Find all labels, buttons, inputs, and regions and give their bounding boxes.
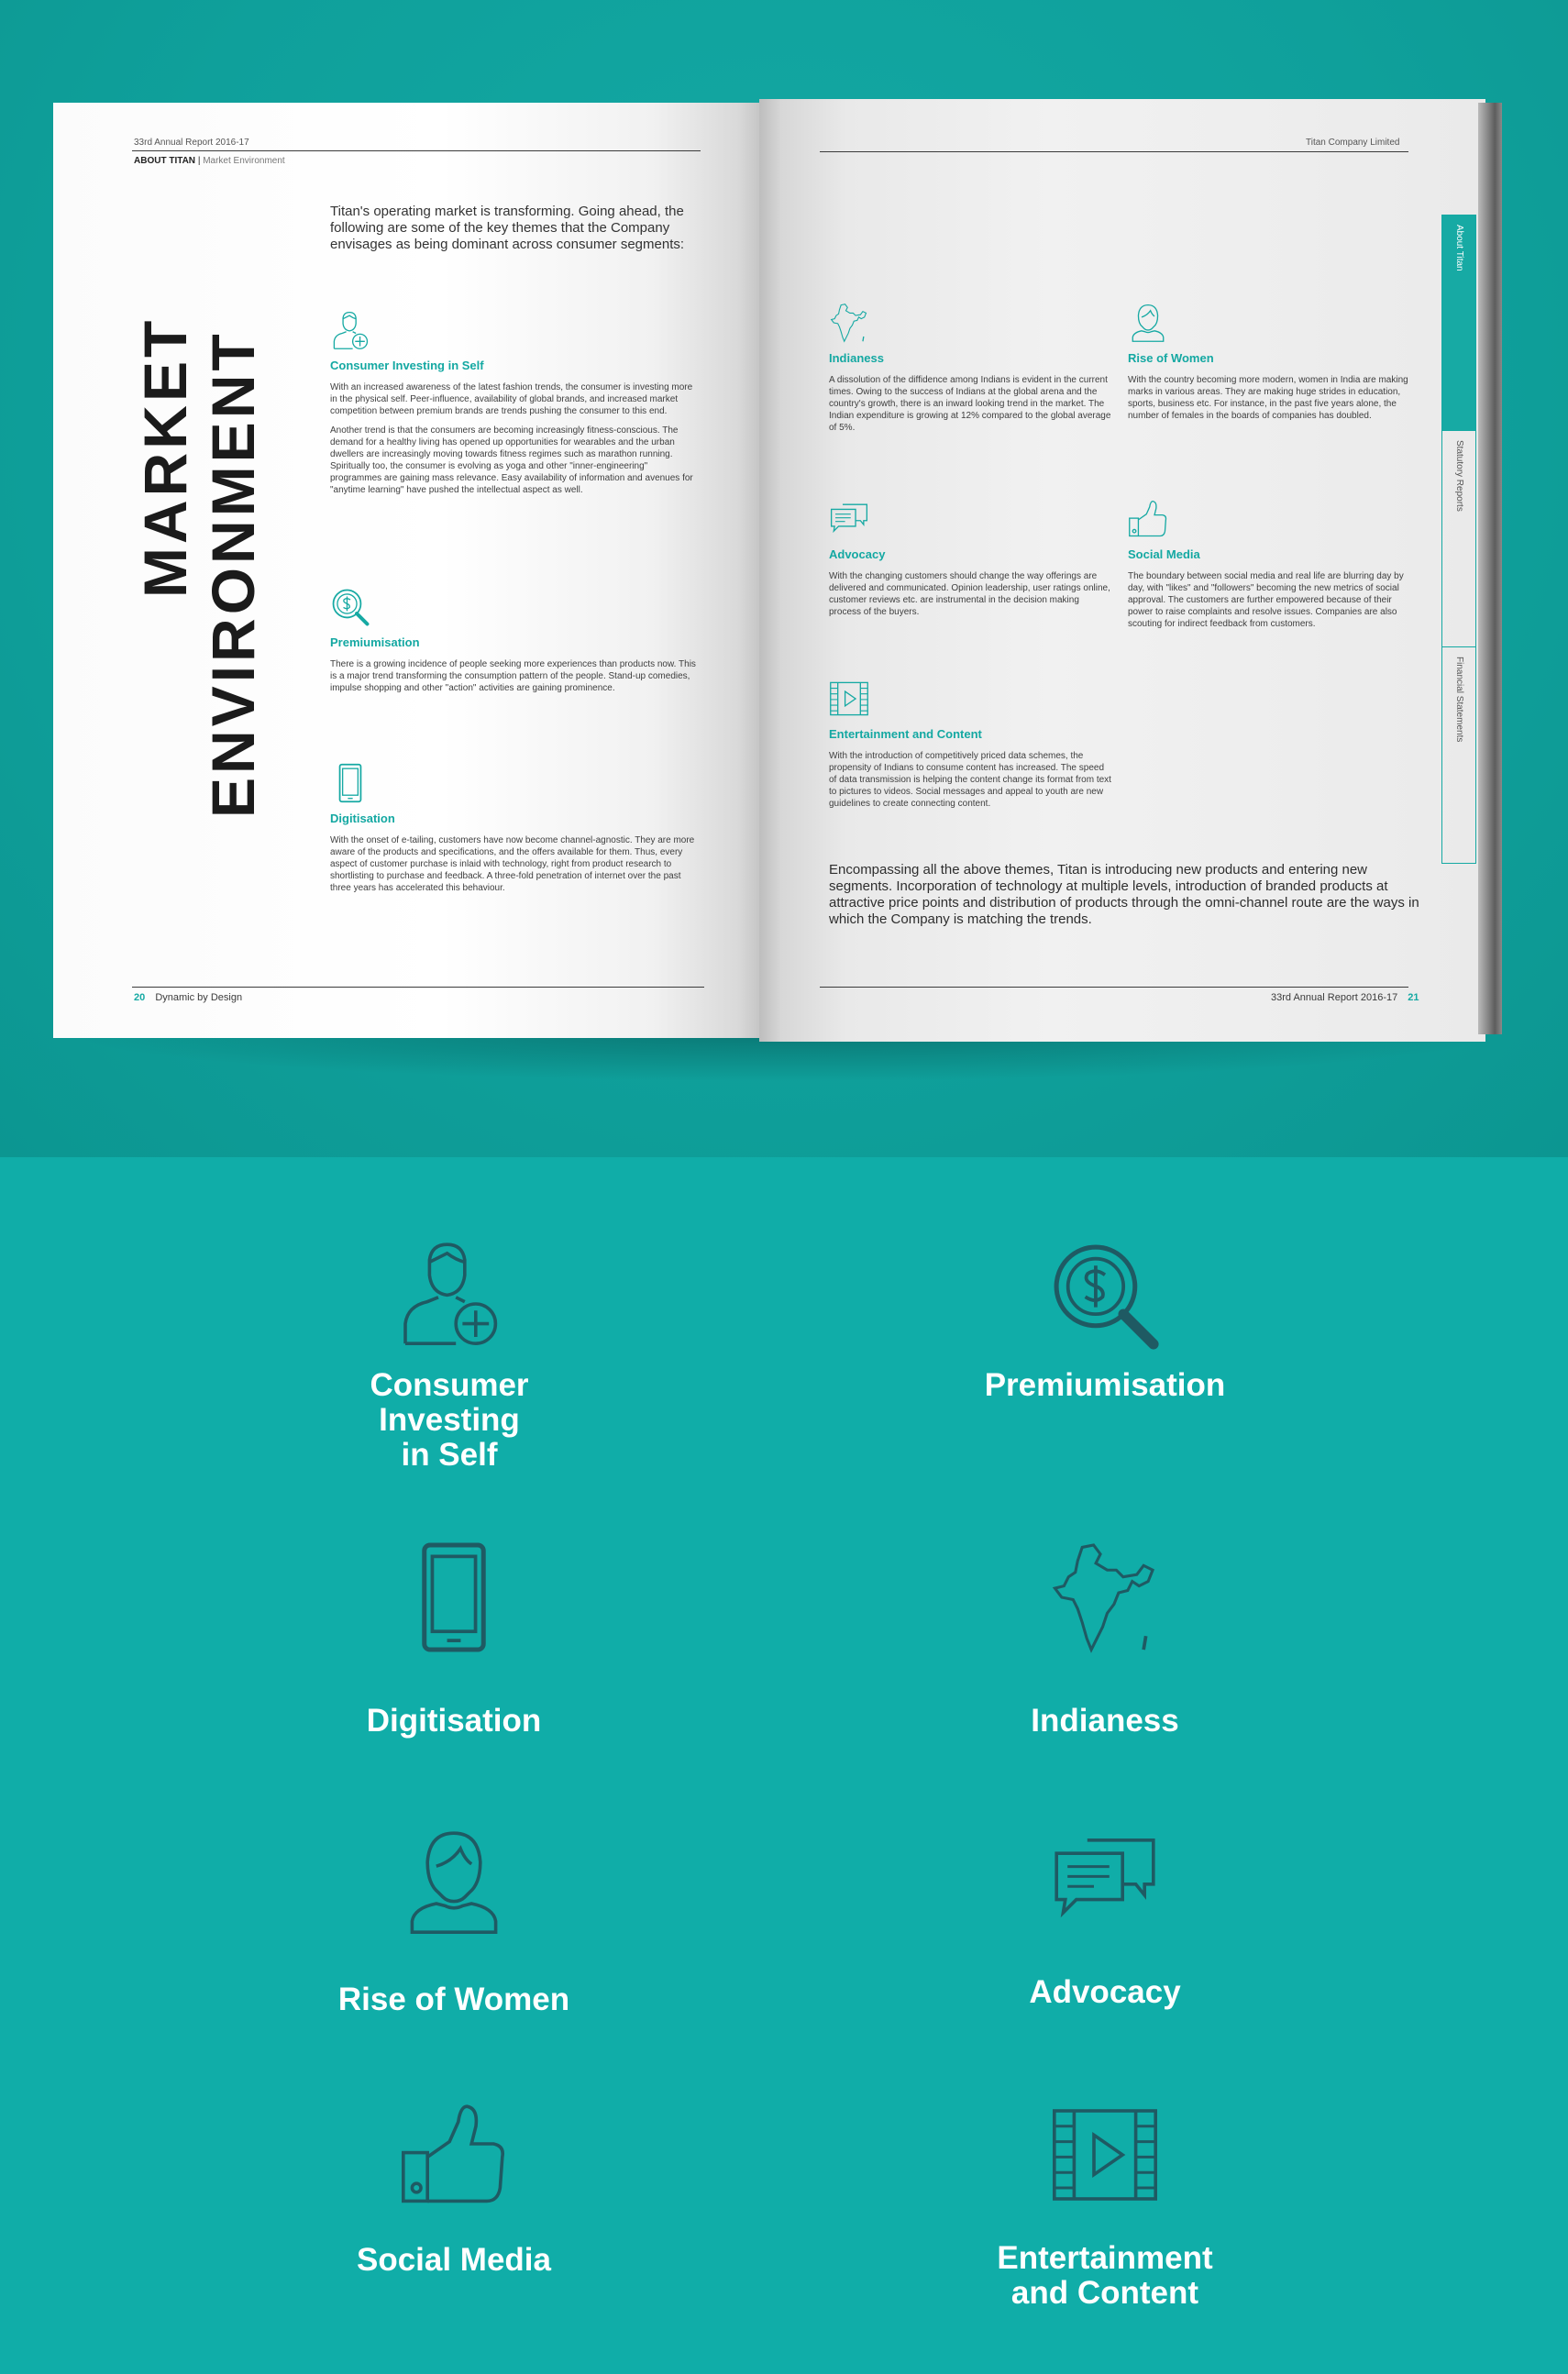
grid-label: Social Media [356,2242,552,2278]
theme-title: Advocacy [829,547,886,561]
theme-rise-of-women [1128,303,1412,429]
theme-body: Another trend is that the consumers are becoming increasingly fitness-conscious. The demand for a healthy living has opened up opportunities for wearables and the urban dwellers are increasingly moving towards fitness regimes such as marathon running. Spiritually too, the consumer is evolving as yoga and other "inner-engineering" programmes are gaining mass relevance. Easy availability of information and avenues for "anytime learning" have pushed the intellectual aspect as well. [330,425,693,495]
theme-body: The boundary between social media and real life are blurring day by day, with "likes" and "followers" becoming the new metrics of social approval. The customers are further empowered because of their power to raise complaints and resolve issues. Companies are also scouting for indirect feedback from customers. [1128,571,1404,629]
left-header-rule [132,150,701,151]
thumbs-up-icon [399,2100,509,2210]
theme-entertainment [829,679,1113,817]
theme-digitisation [330,763,701,901]
india-map-icon [829,303,869,343]
grid-label: Advocacy [1029,1974,1181,2010]
tab-about-titan [1441,215,1476,431]
left-page-number: 20 [134,992,146,1003]
left-footer-text: Dynamic by Design [155,992,243,1003]
theme-advocacy [829,499,1113,625]
right-footer [1271,992,1419,1003]
page-edge [1478,103,1502,1034]
grid-label: Digitisation [366,1703,542,1739]
chat-bubbles-icon [1041,1825,1169,1935]
grid-indianess [954,1540,1256,1739]
closing-text: Encompassing all the above themes, Titan is introducing new products and entering new segments. Incorporation of technology at multiple levels, introduction of branded products at attractive price points and distribution of products through the omni-channel route are the ways in which the Company is matching the trends. [829,862,1419,927]
woman-icon [399,1825,509,1938]
grid-social-media [303,2100,605,2278]
left-footer [134,992,242,1003]
theme-title: Digitisation [330,812,395,825]
tab-statutory-reports [1441,431,1476,647]
theme-premiumisation [330,587,701,701]
grid-label: Entertainment and Content [997,2240,1213,2311]
theme-body: With the changing customers should change the way offerings are delivered and communicated. Opinion leadership, user ratings online, customer reviews etc. are instrumental in the decision making process of the buyers. [829,571,1110,617]
chat-bubbles-icon [829,499,869,539]
grid-label: Consumer Investing in Self [370,1367,529,1473]
right-footer-text: 33rd Annual Report 2016-17 [1271,992,1398,1003]
thumbs-up-icon [1128,499,1168,539]
title-line-environment: ENVIRONMENT [199,330,267,818]
woman-icon [1128,303,1168,343]
theme-title: Social Media [1128,547,1200,561]
theme-title: Indianess [829,351,884,365]
section-sub: Market Environment [203,156,285,166]
right-page [759,99,1485,1042]
left-page [53,103,759,1038]
left-footer-rule [132,987,704,988]
right-page-number: 21 [1408,992,1419,1003]
theme-body: With the introduction of competitively priced data schemes, the propensity of Indians to consume content has increased. The speed of data transmission is helping the content change its format from text to pictures to videos. Social messages and appeal to youth are new guidelines to create connecting content. [829,751,1111,809]
grid-consumer-investing [275,1238,624,1473]
intro-text: Titan's operating market is transforming. Going ahead, the following are some of the key themes that the Company envisages as being dominant across consumer segments: [330,204,685,252]
theme-title: Consumer Investing in Self [330,359,484,372]
tablet-icon [330,763,370,803]
left-running-head: 33rd Annual Report 2016-17 [134,138,249,148]
grid-advocacy [954,1825,1256,2010]
film-play-icon [1045,2100,1165,2210]
section-label: ABOUT TITAN | Market Environment [134,156,285,166]
film-play-icon [829,679,869,719]
grid-entertainment [926,2100,1284,2311]
grid-rise-of-women [303,1825,605,2017]
right-header-rule [820,151,1408,152]
theme-body: A dissolution of the diffidence among Indians is evident in the current times. Owing to the success of Indians at the global arena and the country's growth, there is an inward looking trend in the market. The Indian expenditure is growing at 12% compared to the global average of 5%. [829,375,1111,433]
grid-label: Premiumisation [984,1367,1226,1403]
dollar-search-icon [1047,1238,1163,1353]
tab-label: Statutory Reports [1454,440,1464,512]
grid-premiumisation [944,1238,1265,1403]
section-tabs [1441,215,1476,867]
theme-body: With the onset of e-tailing, customers have now become channel-agnostic. They are more aware of the products and specifications, and the offers available for them. Thus, every aspect of customer purchase is inlaid with technology, right from product research to shortlisting to purchase and feedback. A three-fold penetration of internet over the past three years has accelerated this behaviour. [330,835,695,893]
section-name: ABOUT TITAN [134,156,196,166]
theme-title: Rise of Women [1128,351,1214,365]
consumer-plus-icon [394,1238,504,1348]
india-map-icon [1048,1540,1162,1654]
grid-digitisation [303,1540,605,1739]
page-title [128,213,267,818]
right-running-head: Titan Company Limited [1306,138,1400,148]
theme-body: With an increased awareness of the latest fashion trends, the consumer is investing more in the physical self. Peer-influence, availability of global brands, and increased market competition between premium brands are trends pushing the consumer to this end. [330,382,693,416]
theme-indianess [829,303,1113,441]
theme-consumer-investing [330,310,701,503]
grid-label: Rise of Women [337,1982,570,2017]
theme-title: Entertainment and Content [829,727,982,741]
theme-body: With the country becoming more modern, women in India are making marks in various areas. They are making huge strides in education, sports, business etc. For instance, in the past five years alone, the number of females in the boards of companies has doubled. [1128,375,1408,421]
right-footer-rule [820,987,1408,988]
tablet-icon [397,1540,511,1654]
dollar-search-icon [330,587,370,627]
brochure-mockup [0,0,1568,1157]
grid-label: Indianess [1031,1703,1179,1739]
tab-label: Financial Statements [1454,657,1464,743]
tab-financial-statements [1441,647,1476,864]
theme-body: There is a growing incidence of people seeking more experiences than products now. This is a major trend transforming the consumption pattern of the people. Stand-up comedies, impulse shopping and other "action" activities are gaining prominence. [330,659,696,693]
title-line-market: MARKET [131,316,199,598]
theme-title: Premiumisation [330,635,420,649]
theme-social-media [1128,499,1412,637]
consumer-plus-icon [330,310,370,350]
tab-label: About Titan [1454,225,1464,271]
